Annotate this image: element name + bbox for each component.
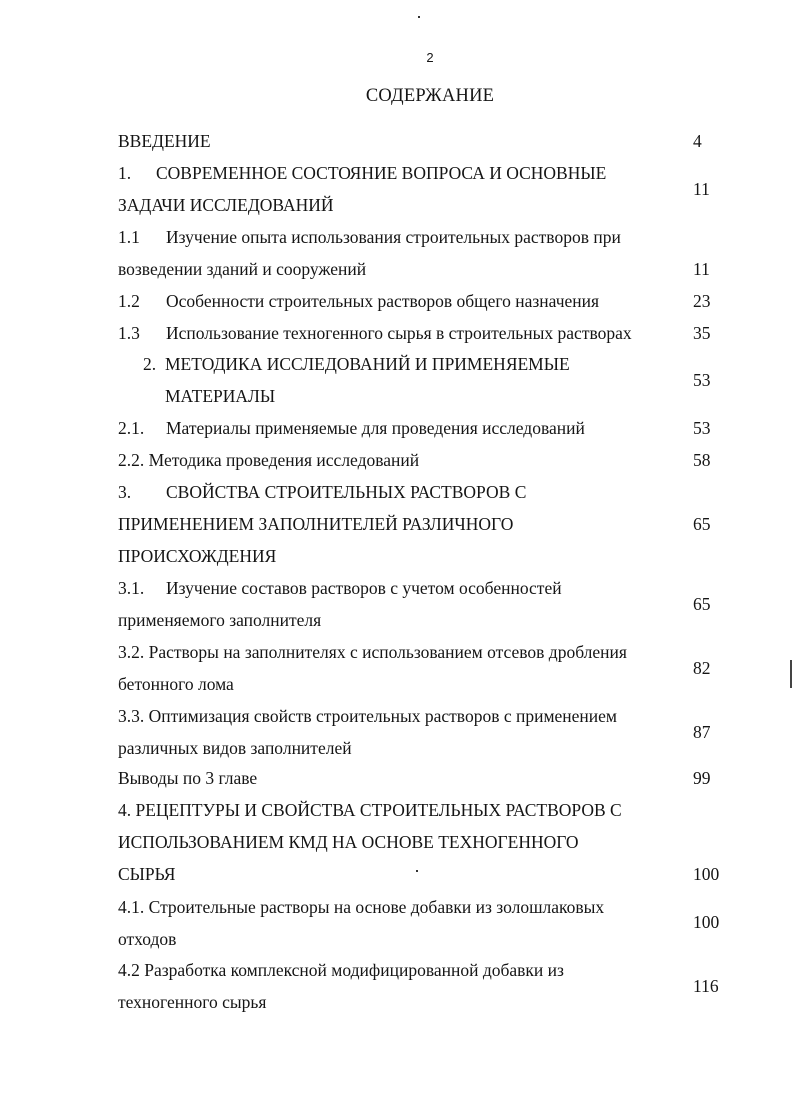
toc-entry-title-cont: возведении зданий и сооружений bbox=[118, 259, 367, 279]
toc-page-number: 87 bbox=[693, 722, 711, 742]
toc-entry-title: 4.2 Разработка комплексной модифицированной добавки из bbox=[118, 960, 564, 980]
toc-entry-title: МЕТОДИКА ИССЛЕДОВАНИЙ И ПРИМЕНЯЕМЫЕ bbox=[165, 354, 570, 374]
toc-page-number: 82 bbox=[693, 658, 711, 678]
toc-entry-title: СВОЙСТВА СТРОИТЕЛЬНЫХ РАСТВОРОВ С bbox=[166, 482, 527, 502]
toc-entry-number: 1.1 bbox=[118, 227, 140, 247]
toc-entry-title: Выводы по 3 главе bbox=[118, 768, 258, 788]
toc-page-number: 58 bbox=[693, 450, 711, 470]
toc-entry-title-cont: техногенного сырья bbox=[118, 992, 267, 1012]
toc-entry-title-cont: ЗАДАЧИ ИССЛЕДОВАНИЙ bbox=[118, 195, 334, 215]
toc-entry-title-cont: МАТЕРИАЛЫ bbox=[165, 386, 276, 406]
toc-entry-title: СОВРЕМЕННОЕ СОСТОЯНИЕ ВОПРОСА И ОСНОВНЫЕ bbox=[156, 163, 607, 183]
toc-entry-title: Использование техногенного сырья в строительных растворах bbox=[166, 323, 632, 343]
toc-page-number: 4 bbox=[693, 131, 702, 151]
toc-entry-title-cont: ПРИМЕНЕНИЕМ ЗАПОЛНИТЕЛЕЙ РАЗЛИЧНОГО bbox=[118, 514, 514, 534]
toc-entry-title: 4. РЕЦЕПТУРЫ И СВОЙСТВА СТРОИТЕЛЬНЫХ РАСТВОРОВ С bbox=[118, 800, 622, 820]
toc-entry-title-cont: ПРОИСХОЖДЕНИЯ bbox=[118, 546, 277, 566]
toc-entry-number: 1. bbox=[118, 163, 132, 183]
toc-page-number: 99 bbox=[693, 768, 711, 788]
toc-title: СОДЕРЖАНИЕ bbox=[365, 86, 495, 106]
toc-entry-title: Изучение опыта использования строительных растворов при bbox=[166, 227, 621, 247]
toc-entry-title-cont: различных видов заполнителей bbox=[118, 738, 352, 758]
toc-page-number: 100 bbox=[693, 864, 720, 884]
toc-entry-title: 3.2. Растворы на заполнителях с использованием отсевов дробления bbox=[118, 642, 627, 662]
toc-entry-title: ВВЕДЕНИЕ bbox=[118, 131, 211, 151]
toc-entry-title: 4.1. Строительные растворы на основе добавки из золошлаковых bbox=[118, 897, 605, 917]
toc-entry-title: Материалы применяемые для проведения исследований bbox=[166, 418, 585, 438]
scan-speck-mid bbox=[416, 870, 418, 872]
toc-entry-title: 2.2. Методика проведения исследований bbox=[118, 450, 420, 470]
toc-page-number: 11 bbox=[693, 179, 710, 199]
toc-page-number: 23 bbox=[693, 291, 711, 311]
toc-page-number: 11 bbox=[693, 259, 710, 279]
toc-entry-title: Изучение составов растворов с учетом особенностей bbox=[166, 578, 562, 598]
scan-speck-top bbox=[418, 16, 420, 18]
toc-page-number: 65 bbox=[693, 514, 711, 534]
toc-entry-title-cont: отходов bbox=[118, 929, 177, 949]
scan-margin-mark bbox=[790, 660, 792, 688]
page-number: 2 bbox=[426, 50, 434, 65]
toc-entry-title-cont: СЫРЬЯ bbox=[118, 864, 176, 884]
toc-entry-number: 2.1. bbox=[118, 418, 145, 438]
toc-entry-title-cont: применяемого заполнителя bbox=[118, 610, 322, 630]
toc-entry-number: 1.2 bbox=[118, 291, 140, 311]
toc-page-number: 35 bbox=[693, 323, 711, 343]
toc-page-number: 53 bbox=[693, 370, 711, 390]
toc-entry-title-cont: ИСПОЛЬЗОВАНИЕМ КМД НА ОСНОВЕ ТЕХНОГЕННОГО bbox=[118, 832, 579, 852]
toc-entry-title: Особенности строительных растворов общего назначения bbox=[166, 291, 600, 311]
toc-entry-title-cont: бетонного лома bbox=[118, 674, 234, 694]
toc-page-number: 100 bbox=[693, 912, 720, 932]
toc-entry-number: 3.1. bbox=[118, 578, 145, 598]
toc-page-number: 116 bbox=[693, 976, 719, 996]
toc-page-number: 65 bbox=[693, 594, 711, 614]
toc-entry-title: 3.3. Оптимизация свойств строительных растворов с применением bbox=[118, 706, 617, 726]
toc-page-number: 53 bbox=[693, 418, 711, 438]
toc-entry-number: 1.3 bbox=[118, 323, 140, 343]
toc-entry-number: 3. bbox=[118, 482, 132, 502]
toc-entry-number: 2. bbox=[143, 354, 157, 374]
